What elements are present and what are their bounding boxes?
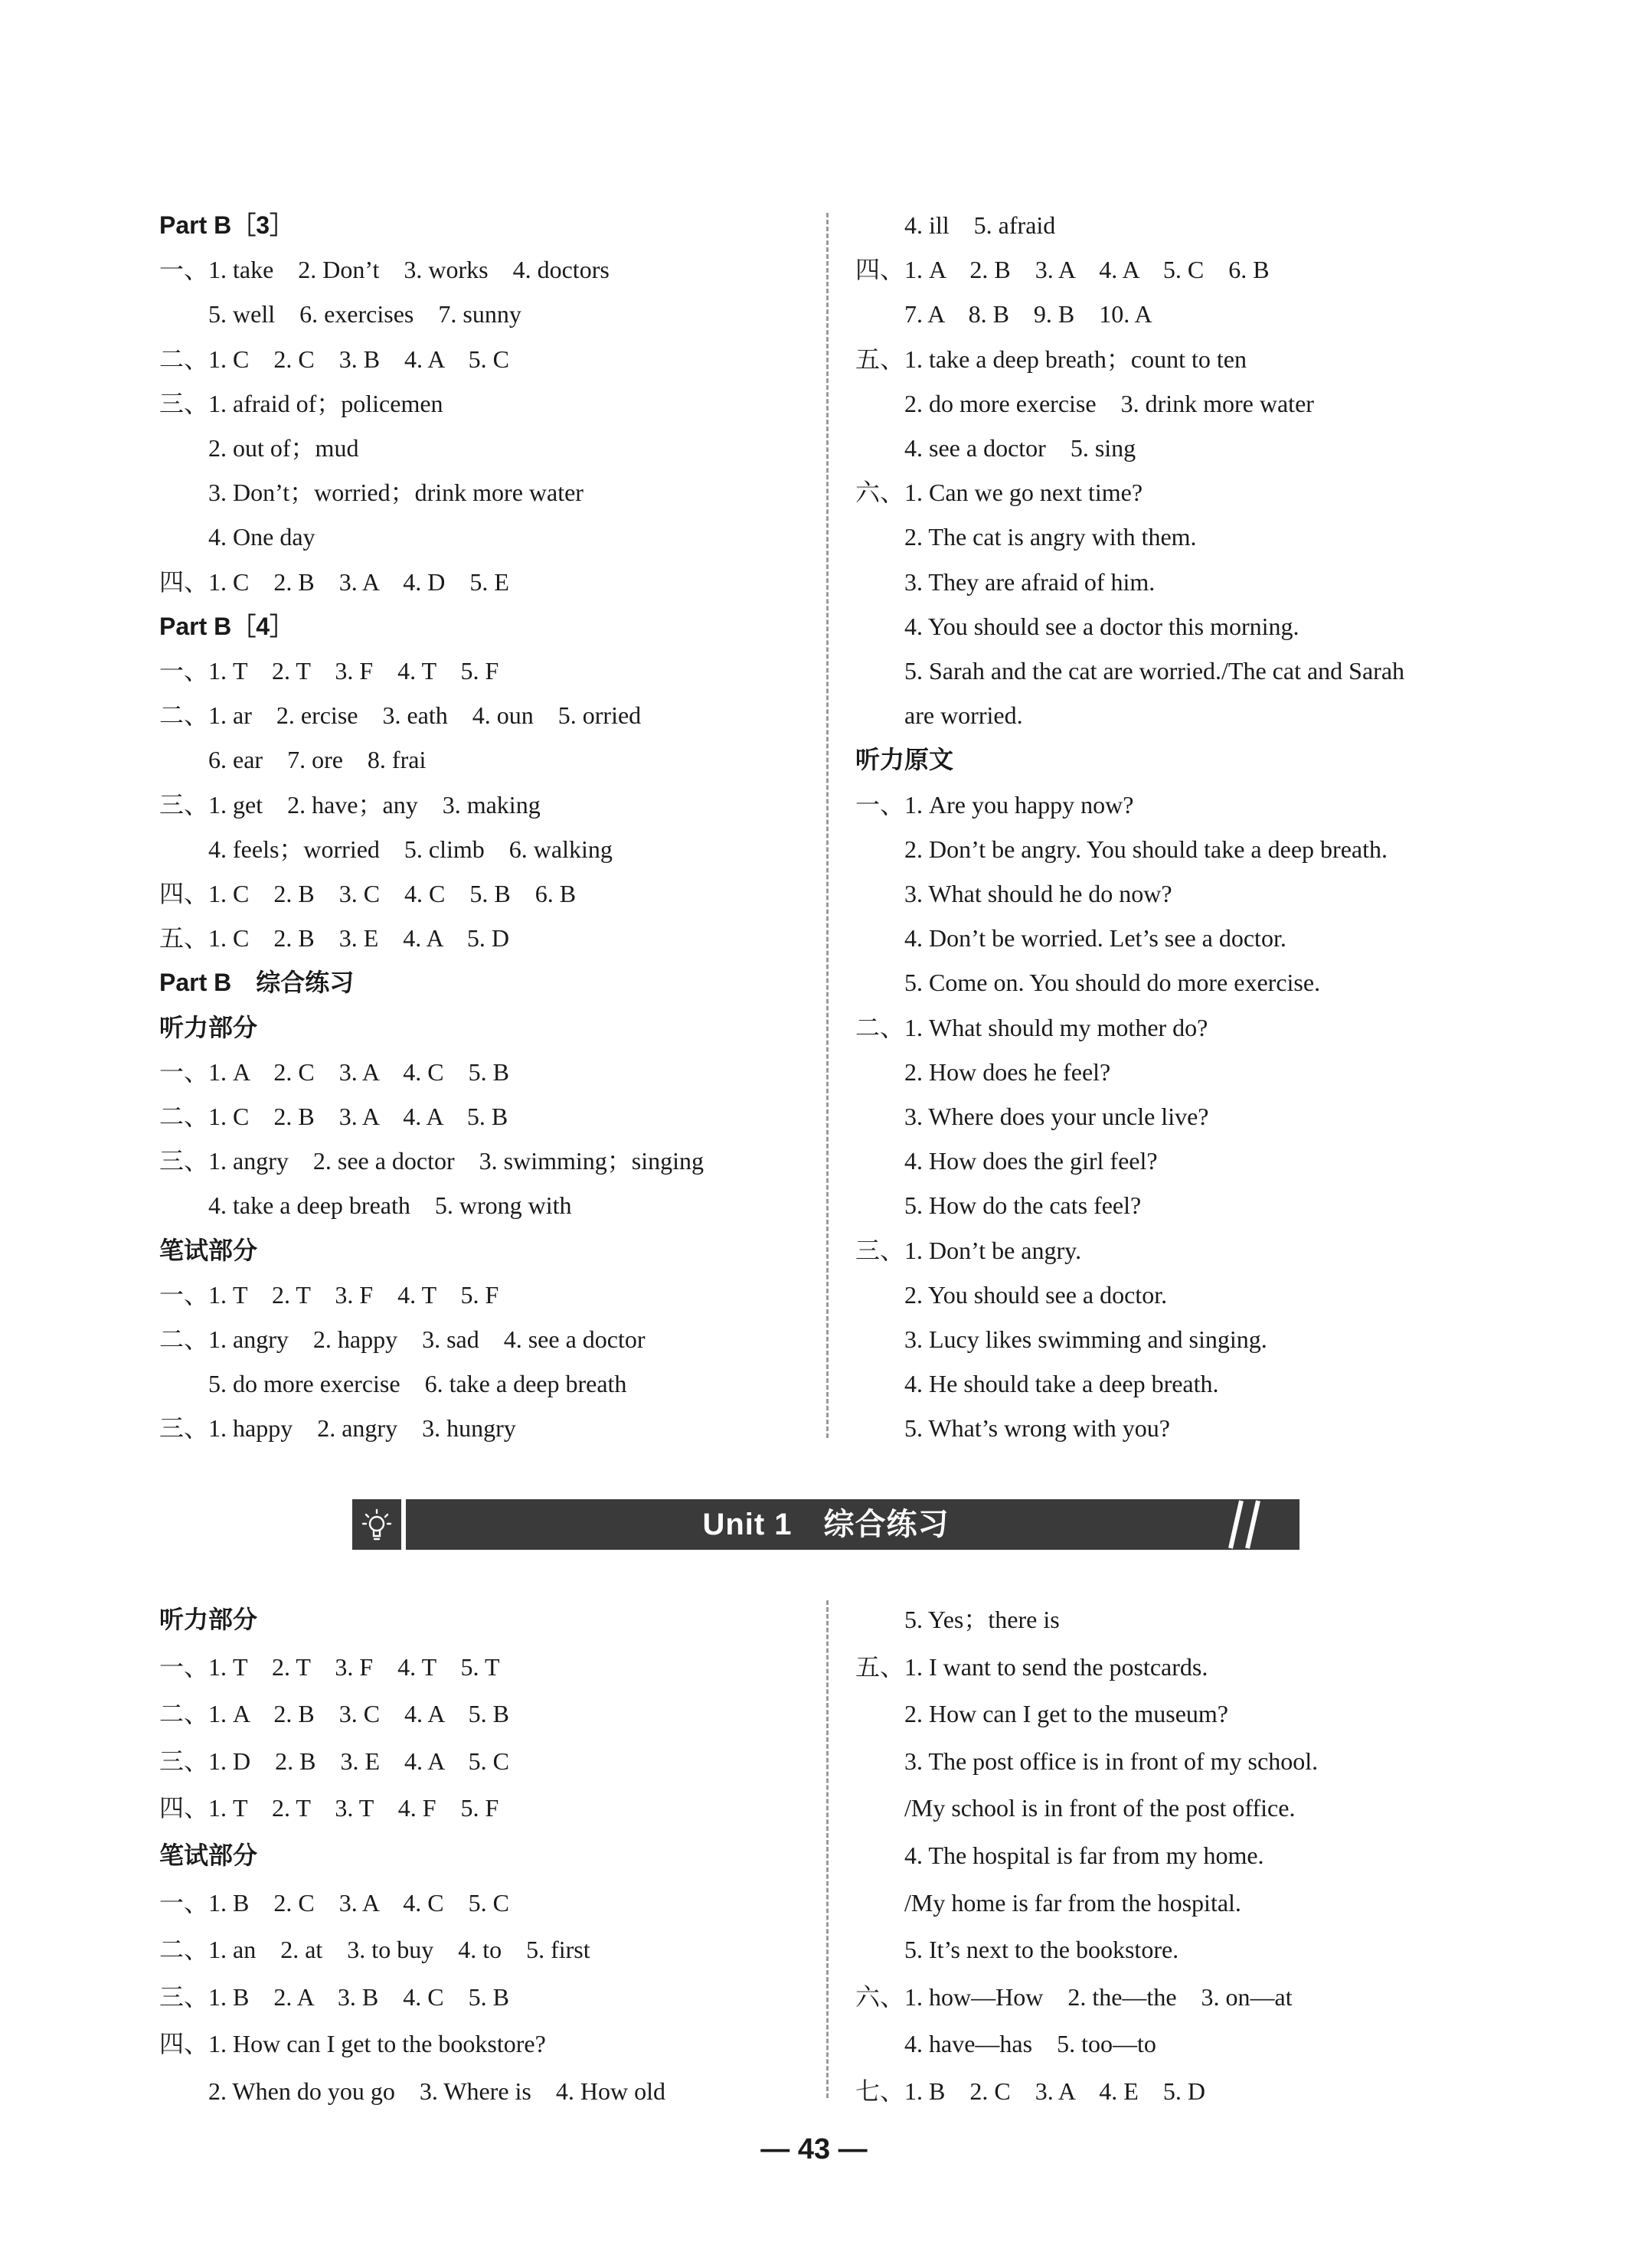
answer-line: 4. How does the girl feel?: [855, 1147, 1158, 1175]
answer-line: /My school is in front of the post office.: [855, 1794, 1296, 1822]
answer-line: 4. have—has 5. too—to: [855, 2030, 1156, 2058]
section-heading: Part B［3］: [159, 211, 295, 239]
answer-line: 5. do more exercise 6. take a deep breath: [159, 1370, 627, 1398]
answer-line: 5. Yes；there is: [855, 1606, 1060, 1633]
answer-line: 3. What should he do now?: [855, 880, 1172, 907]
answer-line: 四、1. C 2. B 3. C 4. C 5. B 6. B: [159, 880, 577, 907]
answer-line: 4. ill 5. afraid: [855, 211, 1056, 239]
answer-line: 3. Lucy likes swimming and singing.: [855, 1325, 1267, 1353]
answer-line: 6. ear 7. ore 8. frai: [159, 746, 427, 774]
answer-line: 三、1. get 2. have；any 3. making: [159, 790, 541, 819]
page-number: — 43 —: [760, 2133, 868, 2165]
answer-line: 四、1. How can I get to the bookstore?: [159, 2030, 546, 2058]
answer-line: 2. out of；mud: [159, 434, 359, 462]
answer-line: 4. The hospital is far from my home.: [855, 1842, 1264, 1869]
answer-line: 四、1. T 2. T 3. T 4. F 5. F: [159, 1794, 499, 1822]
section-heading: 笔试部分: [159, 1236, 258, 1264]
answer-line: 三、1. Don’t be angry.: [855, 1236, 1082, 1264]
answer-line: 一、1. T 2. T 3. F 4. T 5. F: [159, 657, 499, 685]
answer-line: 二、1. A 2. B 3. C 4. A 5. B: [159, 1700, 509, 1728]
answer-line: 4. take a deep breath 5. wrong with: [159, 1191, 572, 1220]
answer-line: 5. It’s next to the bookstore.: [855, 1936, 1179, 1964]
unit-banner: [352, 1499, 1299, 1550]
answer-line: are worried.: [855, 701, 1023, 730]
answer-line: 5. What’s wrong with you?: [855, 1414, 1170, 1443]
answer-line: 2. do more exercise 3. drink more water: [855, 389, 1314, 417]
answer-line: 三、1. afraid of；policemen: [159, 389, 443, 417]
answer-line: 4. see a doctor 5. sing: [855, 434, 1136, 462]
answer-line: 一、1. T 2. T 3. F 4. T 5. F: [159, 1280, 499, 1309]
answer-line: 4. You should see a doctor this morning.: [855, 612, 1299, 640]
answer-line: 4. He should take a deep breath.: [855, 1370, 1219, 1398]
answer-line: 五、1. I want to send the postcards.: [855, 1652, 1208, 1681]
answer-line: 4. Don’t be worried. Let’s see a doctor.: [855, 924, 1286, 953]
answer-line: 三、1. angry 2. see a doctor 3. swimming；singing: [159, 1147, 704, 1175]
answer-line: 一、1. T 2. T 3. F 4. T 5. T: [159, 1652, 500, 1681]
answer-line: /My home is far from the hospital.: [855, 1888, 1241, 1917]
answer-line: 3. Don’t；worried；drink more water: [159, 479, 584, 507]
answer-line: 5. Come on. You should do more exercise.: [855, 969, 1321, 997]
answer-line: 三、1. B 2. A 3. B 4. C 5. B: [159, 1982, 509, 2011]
answer-line: 2. How does he feel?: [855, 1057, 1111, 1086]
answer-line: 2. When do you go 3. Where is 4. How old: [159, 2077, 665, 2105]
section-heading: 听力部分: [159, 1606, 258, 1633]
answer-line: 2. How can I get to the museum?: [855, 1700, 1229, 1728]
answer-line: 五、1. take a deep breath；count to ten: [855, 345, 1247, 373]
answer-line: 二、1. angry 2. happy 3. sad 4. see a doctor: [159, 1325, 646, 1353]
section-heading: 笔试部分: [159, 1842, 258, 1869]
answer-line: 一、1. B 2. C 3. A 4. C 5. C: [159, 1888, 509, 1917]
answer-line: 4. One day: [159, 523, 315, 551]
answer-line: 四、1. C 2. B 3. A 4. D 5. E: [159, 567, 509, 596]
answer-line: 5. How do the cats feel?: [855, 1191, 1142, 1220]
answer-line: 三、1. D 2. B 3. E 4. A 5. C: [159, 1747, 509, 1775]
answer-line: 2. You should see a doctor.: [855, 1280, 1168, 1309]
section-heading: Part B［4］: [159, 612, 295, 640]
section-heading: 听力部分: [159, 1013, 258, 1041]
answer-line: 二、1. What should my mother do?: [855, 1013, 1208, 1041]
answer-line: 4. feels；worried 5. climb 6. walking: [159, 835, 613, 863]
slash-decoration: [1224, 1499, 1270, 1550]
answer-line: 二、1. C 2. C 3. B 4. A 5. C: [159, 345, 509, 373]
answer-line: 2. The cat is angry with them.: [855, 523, 1197, 551]
column-divider-top: [826, 213, 829, 1438]
answer-line: 5. Sarah and the cat are worried./The cat and Sarah: [855, 657, 1405, 685]
answer-line: 3. The post office is in front of my school.: [855, 1747, 1319, 1775]
column-divider-bottom: [826, 1600, 829, 2098]
answer-line: 五、1. C 2. B 3. E 4. A 5. D: [159, 924, 509, 953]
answer-line: 一、1. take 2. Don’t 3. works 4. doctors: [159, 256, 610, 284]
answer-line: 三、1. happy 2. angry 3. hungry: [159, 1414, 516, 1443]
answer-line: 六、1. Can we go next time?: [855, 479, 1143, 507]
answer-line: 一、1. A 2. C 3. A 4. C 5. B: [159, 1057, 509, 1086]
answer-line: 六、1. how—How 2. the—the 3. on—at: [855, 1982, 1293, 2011]
answer-line: 二、1. an 2. at 3. to buy 4. to 5. first: [159, 1936, 590, 1964]
answer-line: 2. Don’t be angry. You should take a deep breath.: [855, 835, 1388, 863]
answer-line: 一、1. Are you happy now?: [855, 790, 1134, 819]
answer-line: 3. Where does your uncle live?: [855, 1103, 1209, 1130]
answer-line: 7. A 8. B 9. B 10. A: [855, 300, 1152, 328]
answer-line: 二、1. ar 2. ercise 3. eath 4. oun 5. orried: [159, 701, 642, 730]
section-heading: 听力原文: [855, 746, 954, 774]
answer-line: 二、1. C 2. B 3. A 4. A 5. B: [159, 1103, 508, 1130]
answer-line: 5. well 6. exercises 7. sunny: [159, 300, 521, 328]
banner-title: Unit 1 综合练习: [702, 1508, 950, 1541]
answer-line: 四、1. A 2. B 3. A 4. A 5. C 6. B: [855, 256, 1270, 284]
section-heading: Part B 综合练习: [159, 969, 355, 997]
answer-line: 3. They are afraid of him.: [855, 567, 1156, 596]
answer-line: 七、1. B 2. C 3. A 4. E 5. D: [855, 2077, 1205, 2105]
